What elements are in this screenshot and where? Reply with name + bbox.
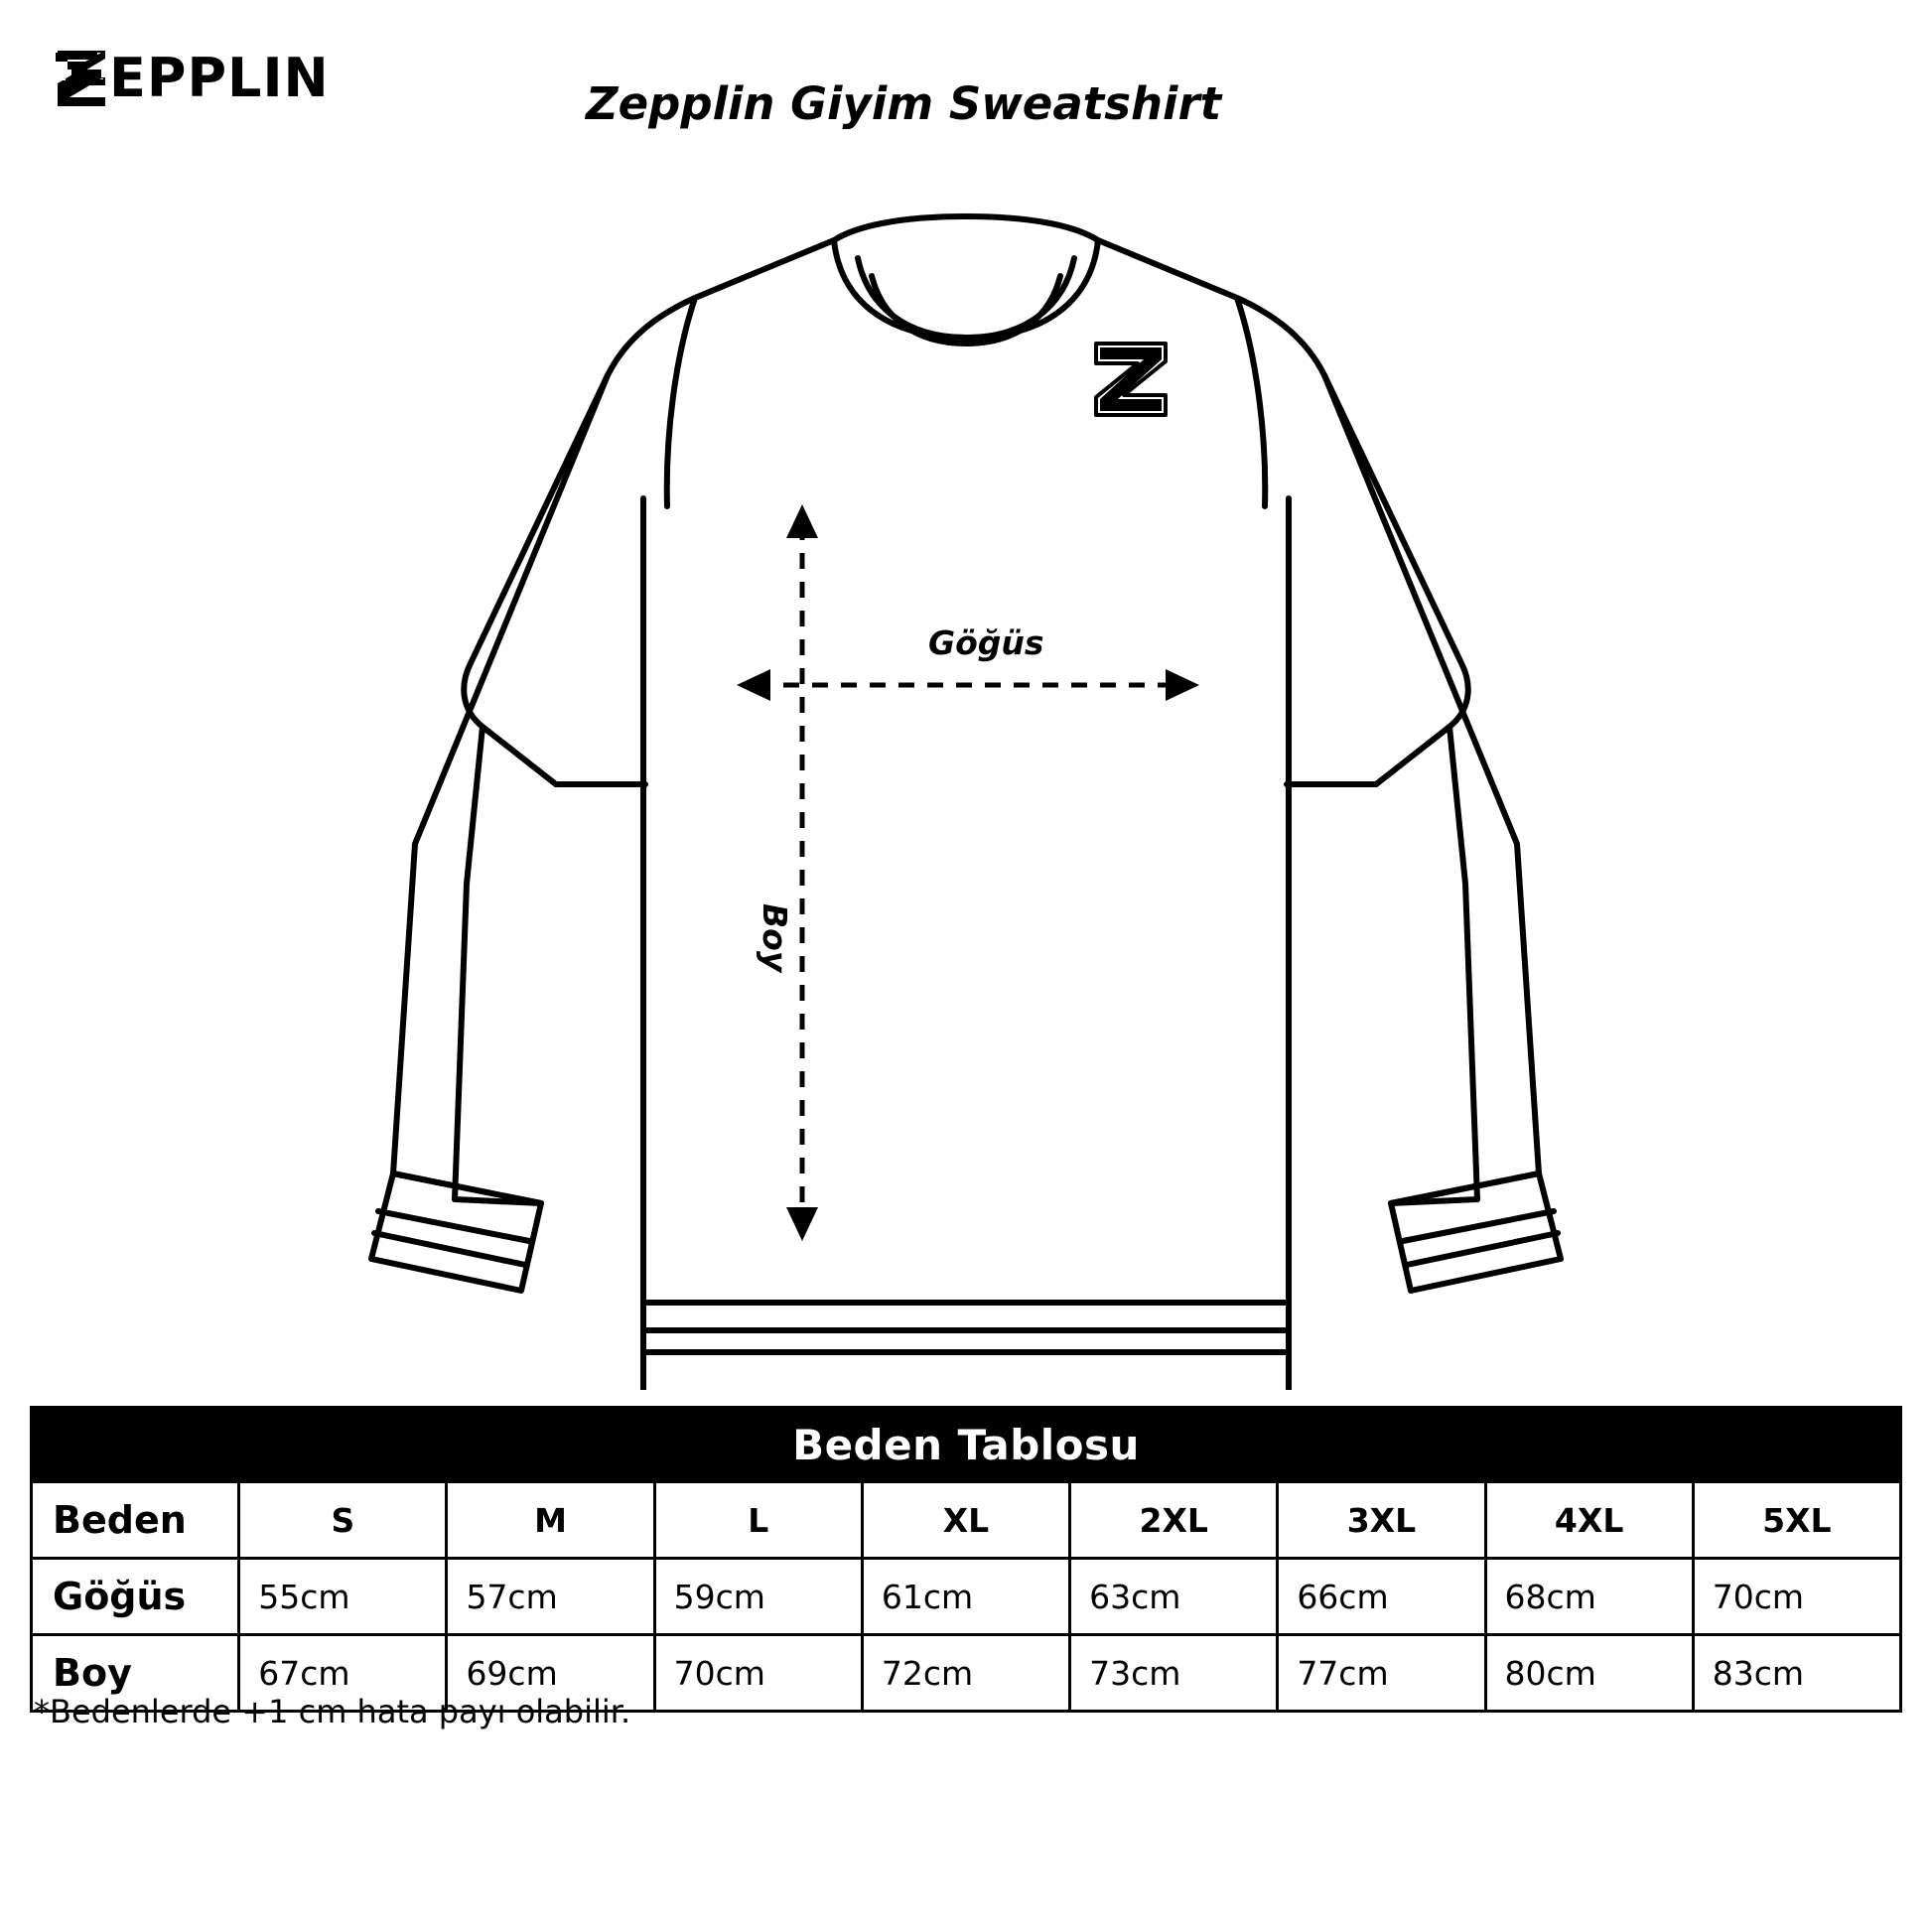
size-header-3xl: 3XL — [1278, 1482, 1485, 1559]
length-value-5xl: 83cm — [1693, 1635, 1900, 1712]
brand-logo — [52, 48, 330, 109]
chest-value-5xl: 70cm — [1693, 1559, 1900, 1635]
length-value-m: 69cm — [447, 1635, 654, 1712]
measure-arrows — [737, 504, 1199, 1241]
size-table — [30, 1406, 1902, 1713]
length-value-l: 70cm — [654, 1635, 862, 1712]
sweatshirt-outline-icon — [0, 149, 1932, 1390]
size-header-l: L — [654, 1482, 862, 1559]
chest-value-4xl: 68cm — [1485, 1559, 1693, 1635]
length-value-2xl: 73cm — [1070, 1635, 1278, 1712]
page-title-light: Zepplin Giyim — [586, 77, 949, 130]
row-header-boy: Boy — [32, 1635, 239, 1712]
table-row — [32, 1559, 1901, 1635]
zepplin-z-logo-icon — [52, 48, 111, 109]
length-value-4xl: 80cm — [1485, 1635, 1693, 1712]
chest-measure-label: Göğüs — [928, 623, 1044, 662]
length-measure-label: Boy — [756, 903, 794, 973]
page-title — [586, 77, 1221, 130]
row-header-beden: Beden — [32, 1482, 239, 1559]
size-header-s: S — [239, 1482, 447, 1559]
size-header-5xl: 5XL — [1693, 1482, 1900, 1559]
tolerance-note: *Bedenlerde +1 cm hata payı olabilir. — [34, 1693, 631, 1730]
length-value-s: 67cm — [239, 1635, 447, 1712]
size-header-4xl: 4XL — [1485, 1482, 1693, 1559]
chest-value-m: 57cm — [447, 1559, 654, 1635]
brand-wordmark: EPPLIN — [109, 47, 330, 109]
size-table-wrapper — [30, 1406, 1902, 1713]
size-header-xl: XL — [862, 1482, 1069, 1559]
chest-value-2xl: 63cm — [1070, 1559, 1278, 1635]
size-header-m: M — [447, 1482, 654, 1559]
size-header-2xl: 2XL — [1070, 1482, 1278, 1559]
chest-value-3xl: 66cm — [1278, 1559, 1485, 1635]
chest-value-xl: 61cm — [862, 1559, 1069, 1635]
length-value-3xl: 77cm — [1278, 1635, 1485, 1712]
table-title: Beden Tablosu — [32, 1408, 1901, 1482]
garment-illustration — [0, 149, 1932, 1390]
length-value-xl: 72cm — [862, 1635, 1069, 1712]
chest-value-l: 59cm — [654, 1559, 862, 1635]
page-title-strong: Sweatshirt — [948, 77, 1222, 130]
table-header-row — [32, 1482, 1901, 1559]
chest-value-s: 55cm — [239, 1559, 447, 1635]
row-header-gogus: Göğüs — [32, 1559, 239, 1635]
table-title-row — [32, 1408, 1901, 1482]
